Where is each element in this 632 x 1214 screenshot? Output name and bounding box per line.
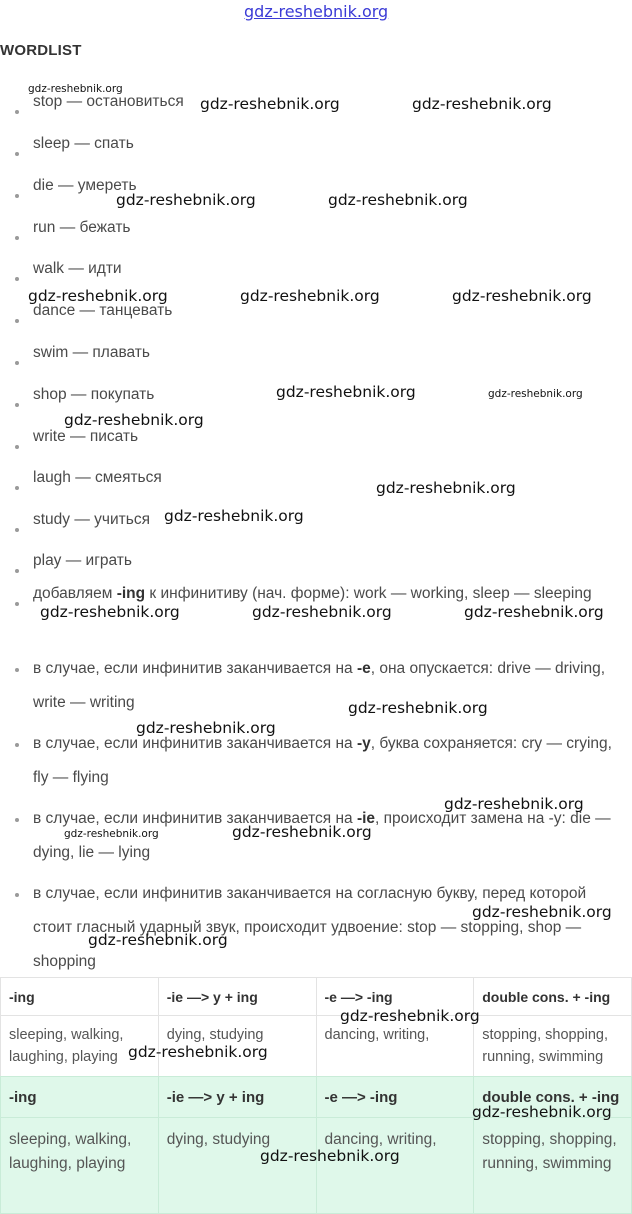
list-item: write — писать bbox=[33, 428, 139, 445]
watermark: gdz-reshebnik.org bbox=[340, 1007, 480, 1025]
rule-item: в случае, если инфинитив заканчивается на -ie, происходит замена на -y: die — dying, lie — lying bbox=[33, 810, 611, 861]
table-header-cell: -ie —> y + ing bbox=[158, 1077, 316, 1118]
watermark: gdz-reshebnik.org bbox=[252, 603, 392, 621]
table-header-cell: -e —> -ing bbox=[316, 1077, 474, 1118]
bullet-icon bbox=[15, 110, 19, 114]
table-header-cell: -ie —> y + ing bbox=[158, 978, 316, 1016]
rule-item: в случае, если инфинитив заканчивается на -y, буква сохраняется: cry — crying, fly — flying bbox=[33, 735, 612, 786]
watermark: gdz-reshebnik.org bbox=[28, 83, 123, 95]
bullet-icon bbox=[15, 319, 19, 323]
top-watermark-link[interactable]: gdz-reshebnik.org bbox=[244, 2, 389, 21]
watermark: gdz-reshebnik.org bbox=[348, 699, 488, 717]
watermark: gdz-reshebnik.org bbox=[260, 1147, 400, 1165]
watermark: gdz-reshebnik.org bbox=[164, 507, 304, 525]
rule-item: в случае, если инфинитив заканчивается на согласную букву, перед которой стоит гласный ударный звук, происходит удвоение: stop — stopping, shop — shopping bbox=[33, 885, 587, 970]
bullet-icon bbox=[15, 486, 19, 490]
table-cell: sleeping, walking, laughing, playing bbox=[1, 1016, 159, 1084]
list-item: dance — танцевать bbox=[33, 302, 173, 319]
watermark: gdz-reshebnik.org bbox=[64, 828, 159, 840]
watermark: gdz-reshebnik.org bbox=[232, 823, 372, 841]
bullet-icon bbox=[15, 194, 19, 198]
bullet-icon bbox=[15, 668, 19, 672]
watermark: gdz-reshebnik.org bbox=[444, 795, 584, 813]
watermark: gdz-reshebnik.org bbox=[116, 191, 256, 209]
table-cell: dying, studying bbox=[158, 1118, 316, 1214]
list-item: sleep — спать bbox=[33, 135, 134, 152]
table-cell: dying, studying bbox=[158, 1016, 316, 1084]
watermark: gdz-reshebnik.org bbox=[472, 903, 612, 921]
watermark: gdz-reshebnik.org bbox=[472, 1103, 612, 1121]
table-header-cell: -ing bbox=[1, 1077, 159, 1118]
watermark: gdz-reshebnik.org bbox=[376, 479, 516, 497]
list-item: walk — идти bbox=[33, 260, 122, 277]
watermark: gdz-reshebnik.org bbox=[128, 1043, 268, 1061]
table-cell: stopping, shopping, running, swimming bbox=[474, 1016, 632, 1084]
bullet-icon bbox=[15, 569, 19, 573]
list-item: run — бежать bbox=[33, 219, 131, 236]
list-item: shop — покупать bbox=[33, 386, 155, 403]
ing-table bbox=[0, 977, 632, 1084]
watermark: gdz-reshebnik.org bbox=[452, 287, 592, 305]
table-header-cell: double cons. + -ing bbox=[474, 1077, 632, 1118]
watermark: gdz-reshebnik.org bbox=[64, 411, 204, 429]
bullet-icon bbox=[15, 602, 19, 606]
bullet-icon bbox=[15, 818, 19, 822]
watermark: gdz-reshebnik.org bbox=[328, 191, 468, 209]
bullet-icon bbox=[15, 152, 19, 156]
bullet-icon bbox=[15, 403, 19, 407]
table-cell: sleeping, walking, laughing, playing bbox=[1, 1118, 159, 1214]
bullet-icon bbox=[15, 445, 19, 449]
bullet-icon bbox=[15, 277, 19, 281]
watermark: gdz-reshebnik.org bbox=[412, 95, 552, 113]
watermark: gdz-reshebnik.org bbox=[464, 603, 604, 621]
table-cell: dancing, writing, bbox=[316, 1016, 474, 1084]
bullet-icon bbox=[15, 236, 19, 240]
watermark: gdz-reshebnik.org bbox=[240, 287, 380, 305]
watermark: gdz-reshebnik.org bbox=[136, 719, 276, 737]
table-header-cell: -ing bbox=[1, 978, 159, 1016]
table-cell: stopping, shopping, running, swimming bbox=[474, 1118, 632, 1214]
watermark: gdz-reshebnik.org bbox=[200, 95, 340, 113]
bullet-icon bbox=[15, 743, 19, 747]
watermark: gdz-reshebnik.org bbox=[28, 287, 168, 305]
list-item: stop — остановиться bbox=[33, 93, 184, 110]
list-item: study — учиться bbox=[33, 511, 150, 528]
rule-item: в случае, если инфинитив заканчивается на -e, она опускается: drive — driving, write — writing bbox=[33, 660, 606, 711]
list-item: laugh — смеяться bbox=[33, 469, 162, 486]
bullet-icon bbox=[15, 893, 19, 897]
bullet-icon bbox=[15, 528, 19, 532]
list-item: swim — плавать bbox=[33, 344, 150, 361]
table-header-cell: double cons. + -ing bbox=[474, 978, 632, 1016]
list-item: play — играть bbox=[33, 552, 132, 569]
watermark: gdz-reshebnik.org bbox=[488, 388, 583, 400]
watermark: gdz-reshebnik.org bbox=[40, 603, 180, 621]
list-item: die — умереть bbox=[33, 177, 137, 194]
table-header-cell: -e —> -ing bbox=[316, 978, 474, 1016]
table-cell: dancing, writing, bbox=[316, 1118, 474, 1214]
watermark: gdz-reshebnik.org bbox=[88, 931, 228, 949]
page-title: WORDLIST bbox=[0, 42, 82, 59]
watermark: gdz-reshebnik.org bbox=[276, 383, 416, 401]
rule-item: добавляем -ing к инфинитиву (нач. форме): work — working, sleep — sleeping bbox=[33, 585, 592, 602]
bullet-icon bbox=[15, 361, 19, 365]
ing-table-highlighted bbox=[0, 1076, 632, 1214]
